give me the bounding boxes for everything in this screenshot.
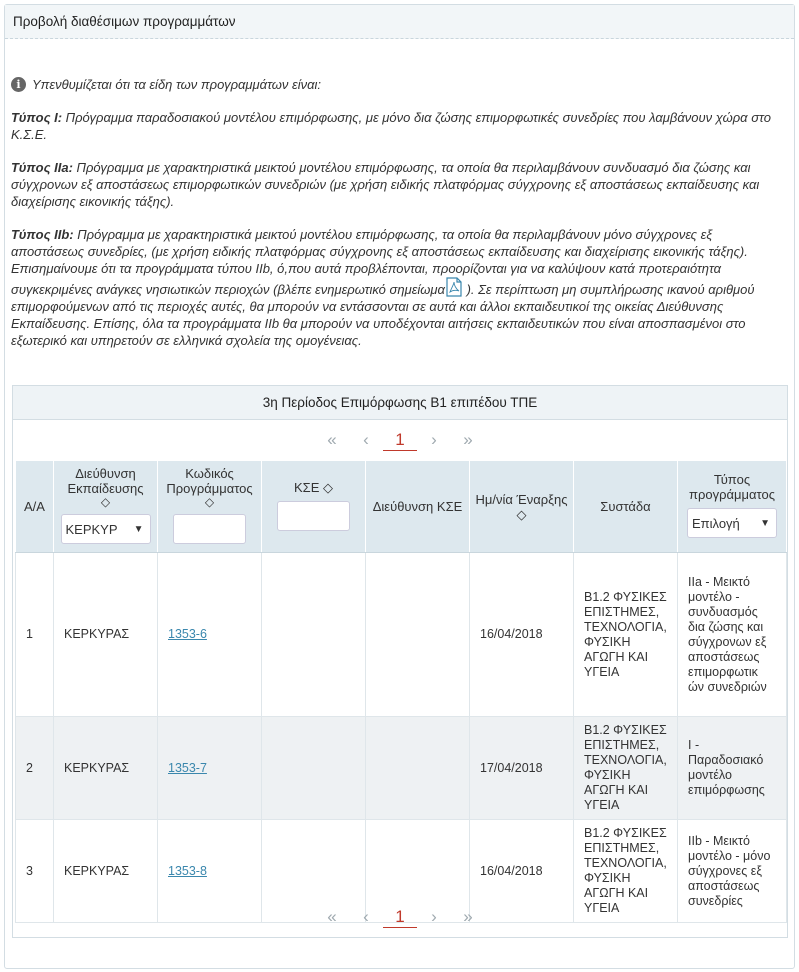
cell-kse: [262, 717, 366, 820]
col-header-kse-address: [366, 461, 470, 553]
sort-icon[interactable]: ◇: [516, 506, 527, 522]
type-2a-note: [11, 159, 788, 210]
table-row: [16, 553, 787, 717]
cell-kse-address: [366, 717, 470, 820]
col-header-cluster: [574, 461, 678, 553]
pager-prev-button[interactable]: ‹: [363, 907, 369, 926]
chevron-down-icon: ▼: [760, 518, 770, 529]
chevron-down-icon: ▼: [133, 524, 144, 535]
dir-filter-select[interactable]: [61, 514, 151, 544]
col-kse-address-label: Διεύθυνση ΚΣΕ: [372, 499, 463, 514]
col-header-aa: [16, 461, 54, 553]
cell-start-date: 17/04/2018: [470, 717, 574, 820]
col-cluster-label: Συστάδα: [600, 499, 651, 514]
program-code-link[interactable]: 1353-6: [168, 627, 207, 641]
programs-panel: [4, 4, 795, 969]
type-2b-label: Τύπος IIb:: [11, 227, 74, 242]
sort-icon[interactable]: ◇: [323, 479, 333, 495]
cell-code: [158, 717, 262, 820]
pager-next-button[interactable]: ›: [431, 430, 437, 449]
sort-icon[interactable]: ◇: [100, 495, 111, 509]
type-2b-text-b: ). Σε περίπτωση μη συμπλήρωσης ικανού αριθμού επιμορφούμενων από τις περιοχές αυτές, θα μπορούν να εντάσσονται σε αυτά και άλλοι εκπαιδευτικοί της οικείας Διεύθυνσης Εκπαίδευσης. Επίσης, όλα τα προγράμματα IIb θα μπορούν να υποδέχονται αιτήσεις εκπαιδευτικών που είναι αποσπασμένοι στο εξωτερικό και υπηρετούν σε ελληνικά σχολεία της ομογένειας.: [11, 282, 755, 348]
col-header-code[interactable]: [158, 461, 262, 553]
type-filter-value: Επιλογή: [692, 516, 740, 531]
pager-current-page[interactable]: 1: [383, 907, 417, 928]
sort-icon[interactable]: ◇: [204, 495, 215, 509]
pager-last-button[interactable]: »: [463, 430, 473, 449]
panel-title: Προβολή διαθέσιμων προγραμμάτων: [5, 5, 794, 39]
pdf-icon[interactable]: [445, 277, 463, 297]
col-header-dir[interactable]: [54, 461, 158, 553]
cell-dir: ΚΕΡΚΥΡΑΣ: [54, 553, 158, 717]
pager-first-button[interactable]: «: [327, 907, 337, 926]
type-filter-select[interactable]: [687, 508, 777, 538]
pager-last-button[interactable]: »: [463, 907, 473, 926]
pager-prev-button[interactable]: ‹: [363, 430, 369, 449]
cell-kse: [262, 553, 366, 717]
type-2a-text: Πρόγραμμα με χαρακτηριστικά μεικτού μοντέλου επιμόρφωσης, τα οποία θα περιλαμβάνουν συνδυασμό δια ζώσης και σύγχρονων εξ αποστάσεως επιμορφωτικών συνεδριών (με χρήση ειδικής πλατφόρμας σύγχρονης εξ αποστάσεως εκπαίδευσης και διαχείρισης εικονικής τάξης).: [11, 160, 760, 209]
cell-start-date: 16/04/2018: [470, 553, 574, 717]
cell-code: [158, 553, 262, 717]
cell-type: IIa - Μεικτό μοντέλο - συνδυασμός δια ζώσης και σύγχρονων εξ αποστάσεως επιμορφωτικ ών συνεδριών: [678, 553, 787, 717]
cell-dir: ΚΕΡΚΥΡΑΣ: [54, 820, 158, 923]
cell-cluster: Β1.2 ΦΥΣΙΚΕΣ ΕΠΙΣΤΗΜΕΣ, ΤΕΧΝΟΛΟΓΙΑ, ΦΥΣΙΚΗ ΑΓΩΓΗ ΚΑΙ ΥΓΕΙΑ: [574, 820, 678, 923]
cell-start-date: 16/04/2018: [470, 820, 574, 923]
col-header-start-date[interactable]: [470, 461, 574, 553]
top-pager: [13, 420, 787, 460]
code-filter-input[interactable]: [173, 514, 246, 544]
cell-type: IIb - Μεικτό μοντέλο - μόνο σύγχρονες εξ αποστάσεως συνεδρίες: [678, 820, 787, 923]
table-row: [16, 717, 787, 820]
dir-filter-value: ΚΕΡΚΥΡ: [65, 522, 118, 537]
cell-aa: 1: [16, 553, 54, 717]
cell-aa: 2: [16, 717, 54, 820]
cell-cluster: Β1.2 ΦΥΣΙΚΕΣ ΕΠΙΣΤΗΜΕΣ, ΤΕΧΝΟΛΟΓΙΑ, ΦΥΣΙΚΗ ΑΓΩΓΗ ΚΑΙ ΥΓΕΙΑ: [574, 717, 678, 820]
program-code-link[interactable]: 1353-8: [168, 863, 207, 878]
cell-aa: 3: [16, 820, 54, 923]
col-header-type: [678, 461, 787, 553]
table-title: 3η Περίοδος Επιμόρφωσης Β1 επιπέδου ΤΠΕ: [13, 386, 787, 420]
cell-cluster: Β1.2 ΦΥΣΙΚΕΣ ΕΠΙΣΤΗΜΕΣ, ΤΕΧΝΟΛΟΓΙΑ, ΦΥΣΙΚΗ ΑΓΩΓΗ ΚΑΙ ΥΓΕΙΑ: [574, 553, 678, 717]
info-icon: i: [11, 77, 26, 92]
program-code-link[interactable]: 1353-7: [168, 760, 207, 775]
col-start-label: Ημ/νία Έναρξης: [475, 491, 568, 507]
type-2b-note: [11, 226, 788, 349]
programs-table-box: [12, 385, 788, 938]
program-types-notes: [5, 76, 794, 349]
cell-kse-address: [366, 553, 470, 717]
table-header-row: [16, 461, 787, 553]
notes-intro: [11, 76, 788, 93]
programs-table: [15, 460, 787, 923]
notes-intro-text: Υπενθυμίζεται ότι τα είδη των προγραμμάτων είναι:: [32, 77, 322, 92]
col-code-label: Κωδικός Προγράμματος: [166, 466, 253, 496]
type-2a-label: Τύπος IIa:: [11, 160, 73, 175]
cell-type: I - Παραδοσιακό μοντέλο επιμόρφωσης: [678, 717, 787, 820]
type-1-text: Πρόγραμμα παραδοσιακού μοντέλου επιμόρφωσης, με μόνο δια ζώσης επιμορφωτικές συνεδρίες που λαμβάνουν χώρα στο Κ.Σ.Ε.: [11, 110, 771, 142]
col-header-kse[interactable]: [262, 461, 366, 553]
kse-filter-input[interactable]: [277, 501, 350, 531]
col-type-label: Τύπος προγράμματος: [689, 472, 775, 502]
col-aa-label: Α/Α: [24, 499, 45, 514]
cell-dir: ΚΕΡΚΥΡΑΣ: [54, 717, 158, 820]
type-1-note: [11, 109, 788, 143]
pager-next-button[interactable]: ›: [431, 907, 437, 926]
type-1-label: Τύπος I:: [11, 110, 63, 125]
pager-first-button[interactable]: «: [327, 430, 337, 449]
col-dir-label: Διεύθυνση Εκπαίδευσης: [67, 466, 144, 496]
bottom-pager: [13, 897, 787, 937]
type-2b-text-a: Πρόγραμμα με χαρακτηριστικά μεικτού μοντέλου επιμόρφωσης, τα οποία θα περιλαμβάνουν μόνο σύγχρονες εξ αποστάσεως συνεδρίες, (με χρήση ειδικής πλατφόρμας σύγχρονης εξ αποστάσεως εκπαίδευσης και διαχείρισης εικονικής τάξης). Επισημαίνουμε ότι τα προγράμματα τύπου IIb, ό,που αυτά προβλέπονται, προορίζονται για να καλύψουν κατά προτεραιότητα συγκεκριμένες ανάγκες νησιωτικών περιοχών (βλέπε ενημερωτικό σημείωμα: [11, 227, 748, 297]
pager-current-page[interactable]: 1: [383, 430, 417, 451]
col-kse-label: ΚΣΕ: [293, 479, 320, 495]
